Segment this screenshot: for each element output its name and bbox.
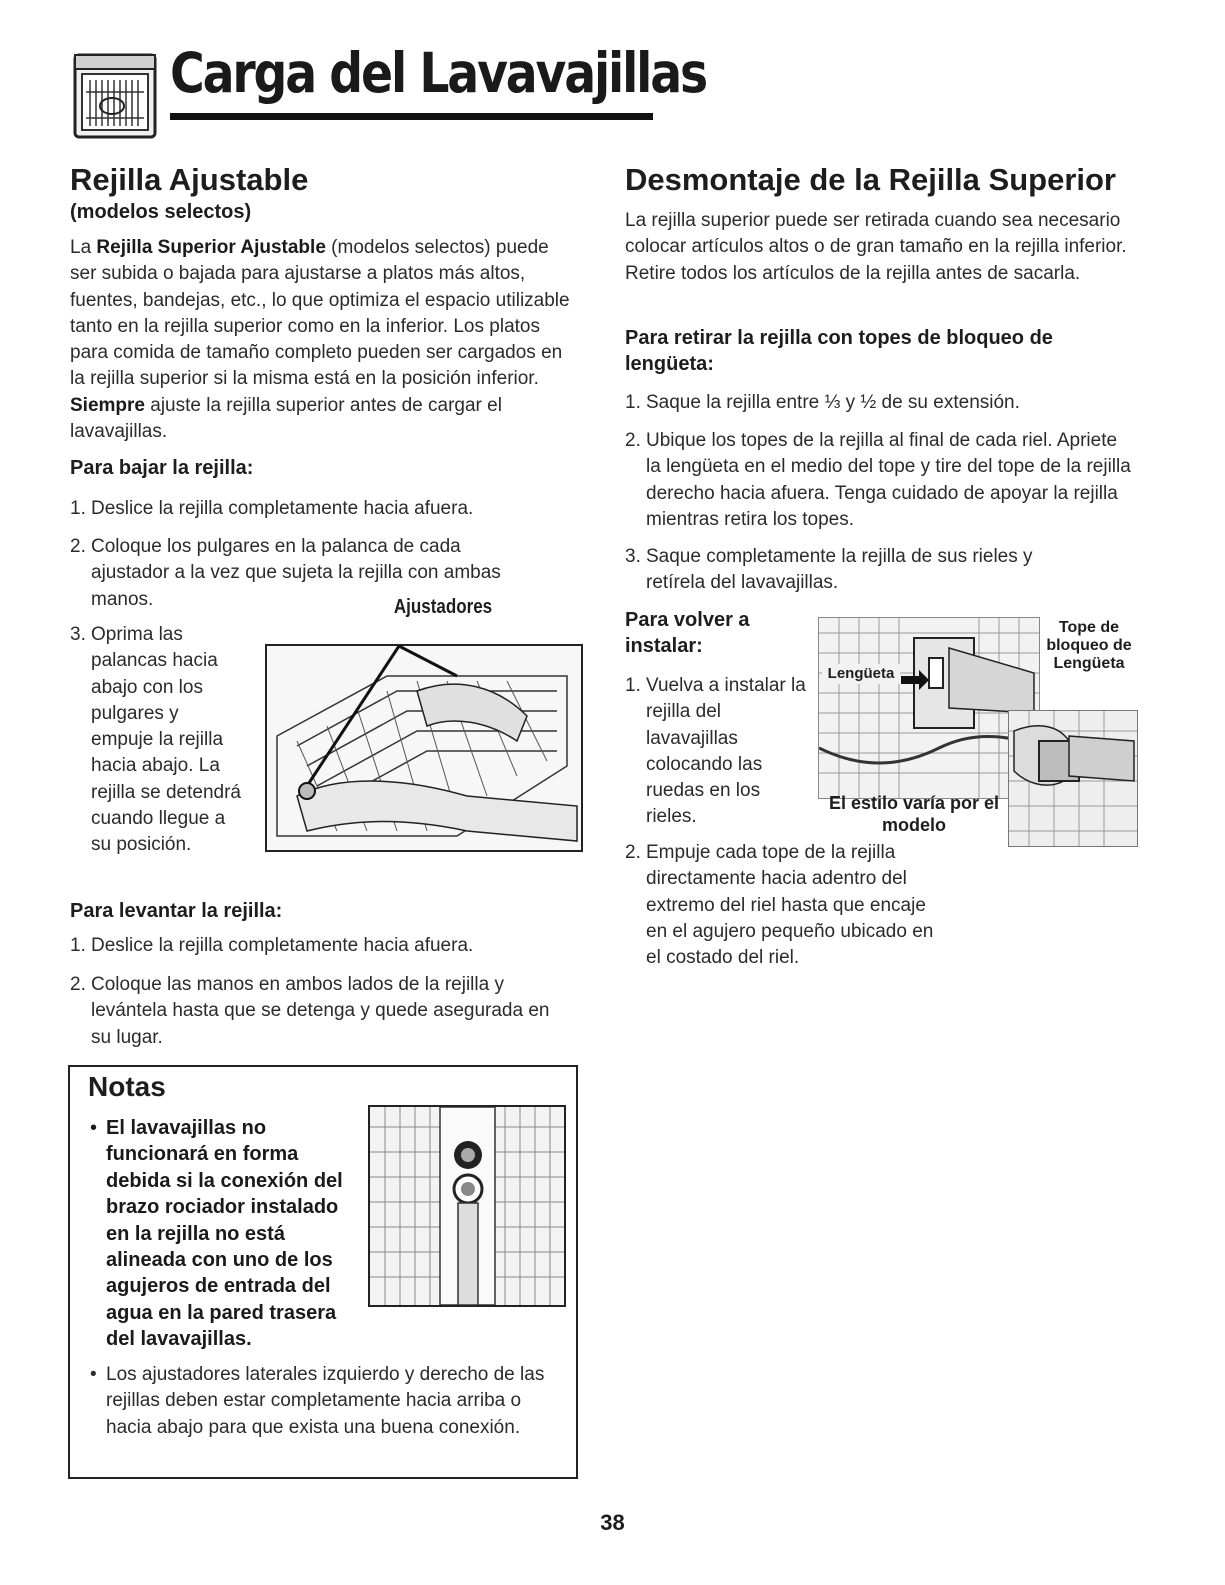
raise-rack-heading: Para levantar la rejilla: [70, 900, 283, 922]
lock-stop-illustration [818, 617, 1040, 799]
lock-stop-detail-illustration [1008, 710, 1138, 847]
section-subheading: (modelos selectos) [70, 201, 252, 223]
lower-step-3: 3. Oprima las palancas hacia abajo con los pulgares y empuje la rejilla hacia abajo. La rejilla se detendrá cuando llegue a su posición. [70, 624, 241, 856]
figure-caption: El estilo varía por el modelo [828, 793, 1000, 835]
lock-stop-label: Tope de bloqueo de Lengüeta [1046, 619, 1132, 672]
remove-rack-heading: Para retirar la rejilla con topes de bloqueo de lengüeta: [625, 327, 1053, 375]
title-underline [170, 113, 653, 120]
remove-step-1: 1. Saque la rejilla entre ⅓ y ½ de su extensión. [625, 392, 1020, 413]
spray-arm-connection-illustration [368, 1105, 566, 1307]
reinstall-heading: Para volver a instalar: [625, 609, 750, 657]
section-heading-rack-removal: Desmontaje de la Rejilla Superior [625, 162, 1116, 197]
notes-bullet-2: • Los ajustadores laterales izquierdo y derecho de las rejillas deben estar completamente hacia arriba o hacia abajo para que exista una buena conexión. [90, 1364, 545, 1438]
lower-step-1: 1. Deslice la rejilla completamente hacia afuera. [70, 498, 474, 519]
lower-rack-heading: Para bajar la rejilla: [70, 457, 254, 479]
intro-paragraph: La Rejilla Superior Ajustable (modelos selectos) puede ser subida o bajada para ajustarse a platos más altos, fuentes, bandejas, etc., lo que optimiza el espacio utilizable tanto en la rejilla superior como en la inferior. Los platos para comida de tamaño completo pueden ser cargados en la rejilla superior si la misma está en la posición inferior. Siempre ajuste la rejilla superior antes de cargar el lavavajillas. [70, 237, 570, 443]
notes-bullet-1: • El lavavajillas no funcionará en forma debida si la conexión del brazo rociador instalado en la rejilla no está alineada con uno de los agujeros de entrada del agua en la pared trasera del lavavajillas. [90, 1117, 343, 1351]
page-title: Carga del Lavavajillas [170, 41, 707, 105]
remove-step-2: 2. Ubique los topes de la rejilla al final de cada riel. Apriete la lengüeta en el medio del tope y tire del tope de la rejilla derecho hacia afuera. Tenga cuidado de apoyar la rejilla mientras retira los topes. [625, 430, 1131, 530]
dishwasher-icon [72, 52, 158, 140]
raise-step-1: 1. Deslice la rejilla completamente hacia afuera. [70, 935, 474, 956]
page-number: 38 [600, 1510, 625, 1535]
reinstall-step-1: 1. Vuelva a instalar la rejilla del lavavajillas colocando las ruedas en los rieles. [625, 675, 806, 828]
removal-intro-paragraph: La rejilla superior puede ser retirada cuando sea necesario colocar artículos altos o de gran tamaño en la rejilla inferior. Retire todos los artículos de la rejilla antes de sacarla. [625, 210, 1127, 284]
remove-step-3: 3. Saque completamente la rejilla de sus rieles y retírela del lavavajillas. [625, 546, 1033, 594]
raise-step-2: 2. Coloque las manos en ambos lados de la rejilla y levántela hasta que se detenga y quede asegurada en su lugar. [70, 974, 550, 1048]
reinstall-step-2: 2. Empuje cada tope de la rejilla directamente hacia adentro del extremo del riel hasta que encaje en el agujero pequeño ubicado en el costado del riel. [625, 842, 934, 969]
adjusters-label: Ajustadores [393, 596, 493, 618]
tab-label: Lengüeta [822, 664, 900, 684]
adjustable-rack-illustration [265, 644, 583, 852]
section-heading-adjustable-rack: Rejilla Ajustable [70, 162, 309, 197]
lower-step-2: 2. Coloque los pulgares en la palanca de cada ajustador a la vez que sujeta la rejilla con ambas manos. [70, 536, 501, 610]
notes-title: Notas [88, 1071, 166, 1102]
